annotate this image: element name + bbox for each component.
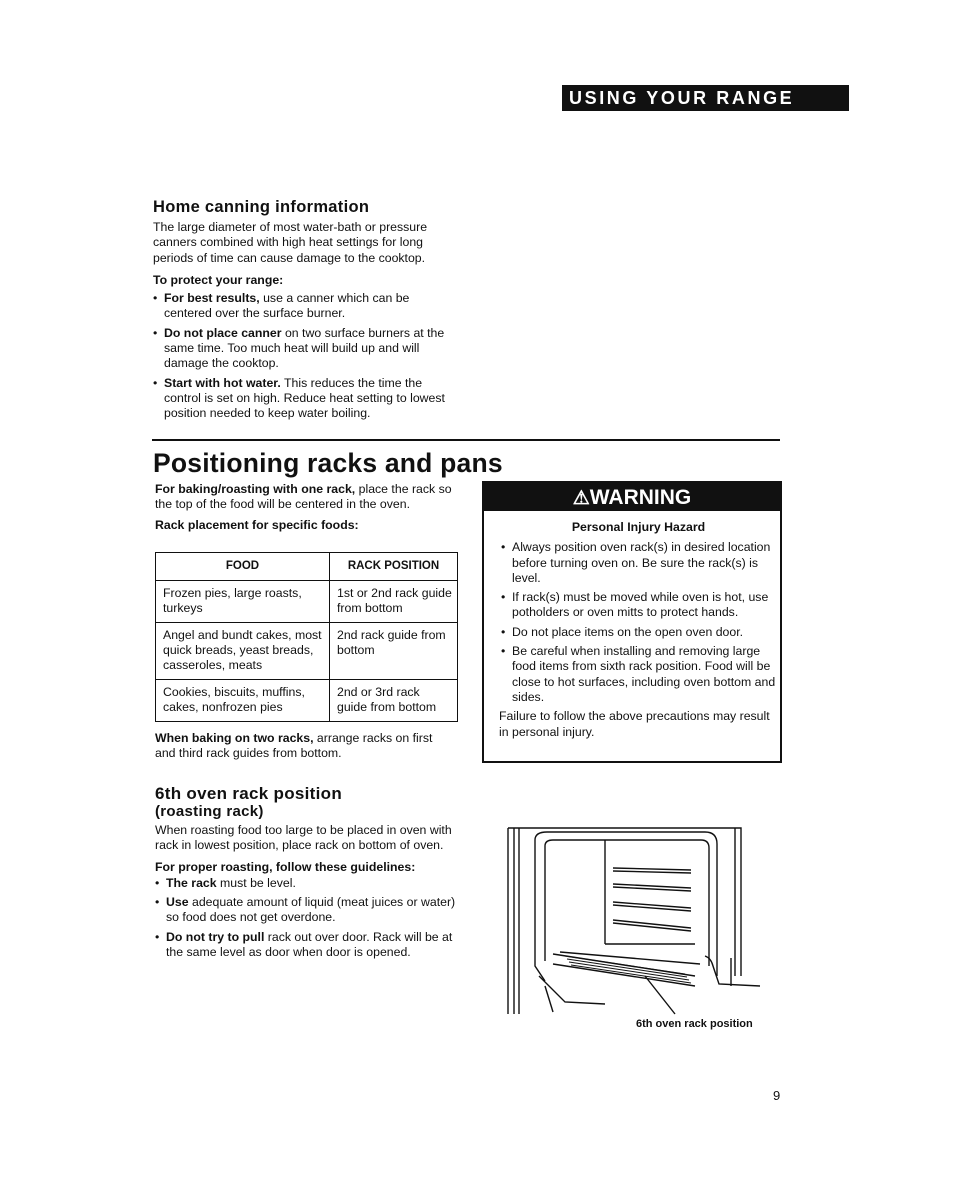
warning-footer: Failure to follow the above precautions may result in personal injury. <box>499 709 770 739</box>
bullet-text: adequate amount of liquid (meat juices or water) so food does not get overdone. <box>166 895 456 925</box>
section-header: USING YOUR RANGE <box>562 85 849 111</box>
protect-label: To protect your range: <box>153 272 284 287</box>
canning-intro: The large diameter of most water-bath or pressure canners combined with high heat settings for long periods of time can cause damage to the cooktop. <box>153 220 428 265</box>
warning-box <box>482 481 782 763</box>
list-item: • Always position oven rack(s) in desired location before turning oven on. Be sure the rack(s) is level. <box>501 540 776 586</box>
two-racks-rest: arrange racks on first and third rack guides from bottom. <box>155 731 433 761</box>
bullet-text: This reduces the time the control is set on high. Reduce heat setting to lowest position needed to keep water boiling. <box>164 375 445 421</box>
roasting-bullets <box>155 876 460 960</box>
list-item: • Do not place items on the open oven door. <box>501 625 776 640</box>
table-cell: 2nd rack guide from bottom <box>330 623 458 680</box>
bullet-text: rack out over door. Rack will be at the same level as door when door is opened. <box>166 929 453 960</box>
list-item: • If rack(s) must be moved while oven is hot, use potholders or oven mitts to protect hands. <box>501 590 776 621</box>
hazard-title: Personal Injury Hazard <box>571 520 706 534</box>
list-item <box>153 376 458 422</box>
roasting-heading: 6th oven rack position <box>155 784 343 803</box>
page-title: Positioning racks and pans <box>153 448 503 478</box>
table-cell: 1st or 2nd rack guide from bottom <box>330 581 458 623</box>
table-cell: Angel and bundt cakes, most quick breads, yeast breads, casseroles, meats <box>156 623 330 680</box>
bullet-bold: For best results, <box>164 291 260 306</box>
oven-rack-illustration <box>505 826 765 1026</box>
list-item <box>155 930 460 961</box>
page-number: 9 <box>773 1088 781 1103</box>
canning-heading: Home canning information <box>153 198 370 216</box>
warning-label: WARNING <box>589 486 692 509</box>
table-row <box>156 623 458 680</box>
roasting-subheading: (roasting rack) <box>155 803 264 820</box>
warning-header <box>484 483 780 511</box>
bullet-bold: Do not place canner <box>164 325 282 340</box>
table-header-row <box>156 553 458 581</box>
table-row <box>156 680 458 722</box>
list-item <box>153 291 458 322</box>
warning-bullets <box>501 540 776 705</box>
rack-placement-table <box>155 552 458 722</box>
list-item <box>155 876 460 891</box>
bullet-bold: Do not try to pull <box>166 929 265 944</box>
list-item <box>155 895 460 926</box>
racks-intro-text <box>155 482 460 513</box>
table-row <box>156 581 458 623</box>
intro-rest: place the rack so the top of the food will be centered in the oven. <box>155 482 452 512</box>
bullet-bold: Use <box>166 895 189 910</box>
roasting-intro: When roasting food too large to be placed in oven with rack in lowest position, place rack on bottom of oven. <box>155 823 452 853</box>
bullet-text: on two surface burners at the same time. Too much heat will build up and will damage the cooktop. <box>164 325 445 371</box>
table-header-food: FOOD <box>156 553 330 581</box>
guidelines-label: For proper roasting, follow these guidelines: <box>155 859 416 874</box>
bullet-text: use a canner which can be centered over the surface burner. <box>164 291 410 321</box>
two-racks-note <box>155 731 455 762</box>
list-item: • Be careful when installing and removing large food items from sixth rack position. Food will be close to hot surfaces, including oven bottom and sides. <box>501 644 776 705</box>
canning-section <box>153 198 458 426</box>
intro-bold: For baking/roasting with one rack, <box>155 482 356 496</box>
table-header-rack-position: RACK POSITION <box>330 553 458 581</box>
bullet-bold: Start with hot water. <box>164 375 281 390</box>
table-cell: 2nd or 3rd rack guide from bottom <box>330 680 458 722</box>
table-cell: Cookies, biscuits, muffins, cakes, nonfrozen pies <box>156 680 330 722</box>
warning-triangle-icon: ⚠ <box>572 488 590 509</box>
list-item <box>153 326 458 372</box>
two-racks-bold: When baking on two racks, <box>155 731 314 745</box>
roasting-section <box>155 784 460 964</box>
section-divider <box>152 439 780 441</box>
figure-caption: 6th oven rack position <box>636 1018 753 1030</box>
two-racks-text <box>155 731 455 762</box>
canning-bullets <box>153 291 458 421</box>
placement-label: Rack placement for specific foods: <box>155 517 359 532</box>
bullet-bold: The rack <box>166 875 217 890</box>
table-cell: Frozen pies, large roasts, turkeys <box>156 581 330 623</box>
bullet-text: must be level. <box>216 875 296 890</box>
racks-intro <box>155 482 460 533</box>
